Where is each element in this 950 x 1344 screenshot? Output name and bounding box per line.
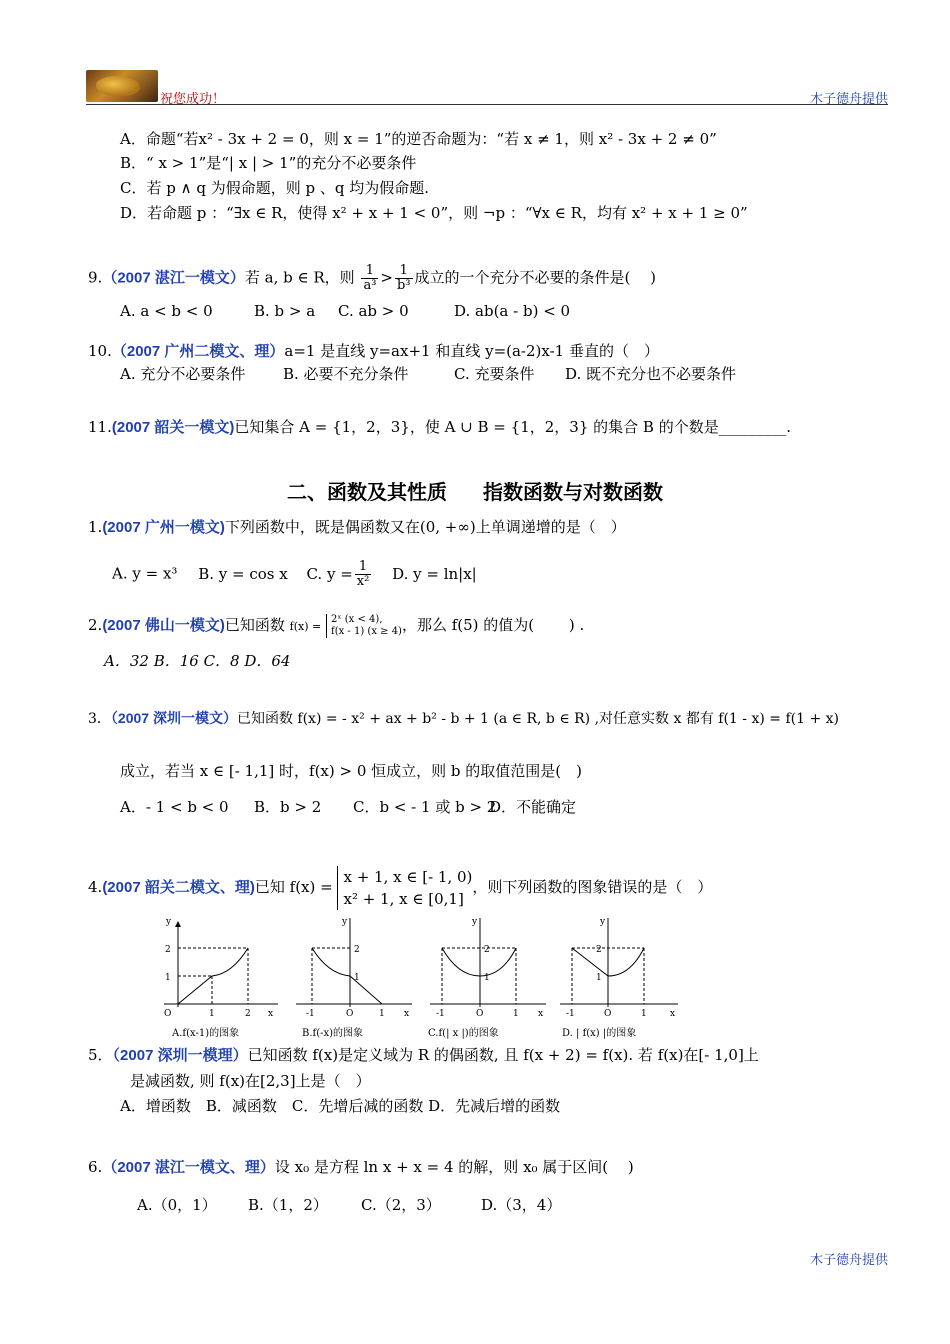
graph-b-label-xm1: -1 <box>306 1009 315 1019</box>
footer-provider: 木子德舟提供 <box>809 1253 888 1268</box>
s2q4-pre: 已知 <box>254 878 285 896</box>
s2q2-fx: f(x) = <box>289 620 322 633</box>
s2q6-option-b: B.（1，2） <box>248 1196 328 1214</box>
graph-d-label-xm1: -1 <box>566 1009 575 1019</box>
s2q3-option-d: D．不能确定 <box>489 798 577 816</box>
graph-b-label-y: y <box>342 917 348 927</box>
graph-d-label-y2: 2 <box>596 945 602 955</box>
graph-c-label-x1: 1 <box>513 1009 519 1019</box>
section-title <box>0 476 950 505</box>
s2q1-option-d: D. y = ln|x| <box>392 564 477 583</box>
s2q2-pre: 已知函数 <box>224 616 285 634</box>
s2q3-option-a: A．- 1 < b < 0 <box>120 798 229 816</box>
s2q1-source: (2007 广州一模文) <box>102 519 225 536</box>
graph-c <box>428 917 546 1039</box>
graph-c-label-y1: 1 <box>484 973 490 983</box>
q9-post: 成立的一个充分不必要的条件是( ) <box>414 268 657 287</box>
q10-source: （2007 广州二模文、理） <box>111 343 285 360</box>
s2q2-piece2: f(x - 1) (x ≥ 4) <box>331 626 402 637</box>
q9-fraction-2: $\frac{1}{\text{b³}}$ <box>396 263 411 293</box>
q10-option-a: A. 充分不必要条件 <box>120 365 246 383</box>
graph-b-label-x: x <box>404 1009 410 1019</box>
s2q4-source: (2007 韶关二模文、理) <box>102 879 255 896</box>
graph-a-label-x2: 2 <box>245 1009 251 1019</box>
q9-pre: 若 a, b ∈ R，则 <box>244 268 355 287</box>
s2q1-stem <box>88 516 626 537</box>
s2q1-text: 下列函数中，既是偶函数又在(0, +∞)上单调递增的是（ ） <box>224 518 626 536</box>
s2q2-number: 2. <box>88 616 103 634</box>
q8-option-d: D．若命题 p ：“∃x ∈ R，使得 x² + x + 1 < 0”，则 ¬p ：“∀x ∈ R，均有 x² + x + 1 ≥ 0” <box>120 204 748 222</box>
q8-option-c: C．若 p ∧ q 为假命题，则 p 、q 均为假命题. <box>120 179 430 197</box>
s2q1-number: 1. <box>88 518 103 536</box>
graph-c-label-x: x <box>538 1009 544 1019</box>
s2q6-number: 6. <box>88 1158 103 1176</box>
s2q4-piece1: x + 1, x ∈ [- 1, 0) <box>343 868 473 886</box>
graph-c-caption: C.f(| x |)的图象 <box>428 1028 499 1039</box>
header-rule <box>86 104 888 105</box>
s2q5-stem <box>88 1044 759 1065</box>
q10-number: 10. <box>88 342 112 360</box>
s2q6-option-a: A.（0，1） <box>137 1196 217 1214</box>
graph-a-caption: A.f(x-1)的图象 <box>172 1028 240 1039</box>
graph-a-label-y1: 1 <box>165 973 171 983</box>
section-title-part1: 二、函数及其性质 <box>287 480 447 504</box>
s2q4-post: ，则下列函数的图象错误的是（ ） <box>472 878 713 896</box>
q10-option-b: B. 必要不充分条件 <box>283 365 409 383</box>
s2q1-options <box>112 560 477 589</box>
header-provider: 木子德舟提供 <box>809 92 888 107</box>
s2q4-piecewise <box>337 866 472 910</box>
s2q6-text: 设 x₀ 是方程 ln x + x = 4 的解，则 x₀ 属于区间( ) <box>274 1158 634 1176</box>
graph-a-label-x: x <box>268 1009 274 1019</box>
q9-stem <box>88 264 656 293</box>
s2q2-stem <box>88 614 584 638</box>
graph-a-label-o: O <box>164 1009 172 1019</box>
s2q5-stem-line2: 是减函数, 则 f(x)在[2,3]上是（ ） <box>130 1072 371 1090</box>
q9-source: （2007 湛江一模文） <box>102 269 245 287</box>
graph-a-label-x1: 1 <box>209 1009 215 1019</box>
s2q5-text: 已知函数 f(x)是定义域为 R 的偶函数, 且 f(x + 2) = f(x). 若 f(x)在[- 1,0]上 <box>247 1046 759 1064</box>
graph-b-curve <box>312 948 382 1004</box>
header-logo-image <box>86 70 158 102</box>
s2q5-options: A．增函数 B．减函数 C．先增后减的函数 D．先减后增的函数 <box>120 1097 561 1115</box>
s2q4-stem <box>88 866 712 910</box>
section-title-part2: 指数函数与对数函数 <box>483 480 663 504</box>
s2q3-text: 已知函数 f(x) = - x² + ax + b² - b + 1 (a ∈ R, b ∈ R) ,对任意实数 x 都有 f(1 - x) = f(1 + x) <box>236 711 839 727</box>
graph-c-label-o: O <box>476 1009 484 1019</box>
graph-d-label-y1: 1 <box>596 973 602 983</box>
graph-a-label-y2: 2 <box>165 945 171 955</box>
s2q6-source: （2007 湛江一模文、理） <box>102 1159 275 1176</box>
q9-number: 9. <box>88 268 103 287</box>
graph-b-label-y2: 2 <box>354 945 360 955</box>
q9-option-c: C. ab > 0 <box>338 302 409 320</box>
s2q3-number: 3． <box>88 711 111 727</box>
graph-d-label-y: y <box>600 917 606 927</box>
graph-c-label-y: y <box>472 917 478 927</box>
s2q3-stem <box>88 708 839 728</box>
s2q3-source: （2007 深圳一模文） <box>110 710 237 726</box>
q10-text: a=1 是直线 y=ax+1 和直线 y=(a-2)x-1 垂直的（ ） <box>284 342 659 360</box>
s2q4-piece2: x² + 1, x ∈ [0,1] <box>343 890 464 908</box>
q11-text: 已知集合 A = {1，2，3}，使 A ∪ B = {1，2，3} 的集合 B 的个数是_________. <box>234 418 791 436</box>
q10-option-c: C. 充要条件 <box>454 365 535 383</box>
s2q6-stem <box>88 1156 634 1177</box>
q9-option-b: B. b > a <box>254 302 316 320</box>
q8-option-a: A．命题“若x² - 3x + 2 = 0，则 x = 1”的逆否命题为：“若 x ≠ 1，则 x² - 3x + 2 ≠ 0” <box>120 130 717 148</box>
s2q3-option-c: C．b < - 1 或 b > 2 <box>353 798 497 816</box>
s2q1-option-c-fraction: $\frac{1}{\text{x²}}$ <box>356 559 370 589</box>
bull-icon <box>96 76 140 96</box>
s2q4-graphs <box>150 912 690 1042</box>
q11-stem <box>88 416 791 437</box>
graph-b-label-x1: 1 <box>379 1009 385 1019</box>
graph-d-caption: D. | f(x) |的图象 <box>562 1028 637 1039</box>
q9-gt: > <box>380 268 393 287</box>
graph-d <box>560 917 678 1039</box>
q9-fraction-1: $\frac{1}{\text{a³}}$ <box>363 263 377 293</box>
s2q1-option-b: B. y = cos x <box>198 564 288 583</box>
s2q1-option-c: C. y = <box>306 564 353 583</box>
q9-option-d: D. ab(a - b) < 0 <box>454 302 571 320</box>
s2q6-option-c: C.（2，3） <box>361 1196 441 1214</box>
graph-b-caption: B.f(-x)的图象 <box>302 1028 364 1039</box>
s2q2-options: A．32 B．16 C．8 D．64 <box>104 652 291 670</box>
s2q2-post: ，那么 f(5) 的值为( ) . <box>401 616 585 634</box>
s2q5-source: （2007 深圳一模理） <box>112 1047 248 1064</box>
s2q6-option-d: D.（3，4） <box>481 1196 562 1214</box>
graph-d-label-x: x <box>670 1009 676 1019</box>
q10-stem <box>88 340 659 361</box>
q11-source: (2007 韶关一模文) <box>111 419 235 436</box>
graph-b-label-y1: 1 <box>354 973 360 983</box>
s2q1-option-a: A. y = x³ <box>112 564 178 583</box>
q8-option-b: B．“ x > 1”是“| x | > 1”的充分不必要条件 <box>120 154 417 172</box>
q9-option-a: A. a < b < 0 <box>120 302 213 320</box>
graph-c-curve <box>442 948 516 976</box>
graph-d-label-o: O <box>604 1009 612 1019</box>
graph-b-label-o: O <box>346 1009 354 1019</box>
graph-a-label-y: y <box>166 917 172 927</box>
s2q5-number: 5． <box>88 1046 113 1064</box>
s2q2-source: (2007 佛山一模文) <box>102 617 225 634</box>
s2q2-piece1: 2ˣ (x < 4), <box>331 614 383 625</box>
s2q3-stem-line2: 成立，若当 x ∈ [- 1,1] 时，f(x) > 0 恒成立，则 b 的取值范围是( ) <box>120 762 583 780</box>
graph-c-label-y2: 2 <box>484 945 490 955</box>
header-motto: 祝您成功！ <box>160 92 226 107</box>
s2q4-fx: f(x) = <box>289 878 333 896</box>
graph-c-label-xm1: -1 <box>436 1009 445 1019</box>
s2q2-piecewise <box>326 614 402 638</box>
graph-d-label-x1: 1 <box>641 1009 647 1019</box>
q11-number: 11. <box>88 418 112 436</box>
s2q3-option-b: B．b > 2 <box>254 798 322 816</box>
s2q4-number: 4. <box>88 878 103 896</box>
q10-option-d: D. 既不充分也不必要条件 <box>565 365 737 383</box>
graph-a <box>164 917 278 1039</box>
graph-b <box>296 917 412 1039</box>
